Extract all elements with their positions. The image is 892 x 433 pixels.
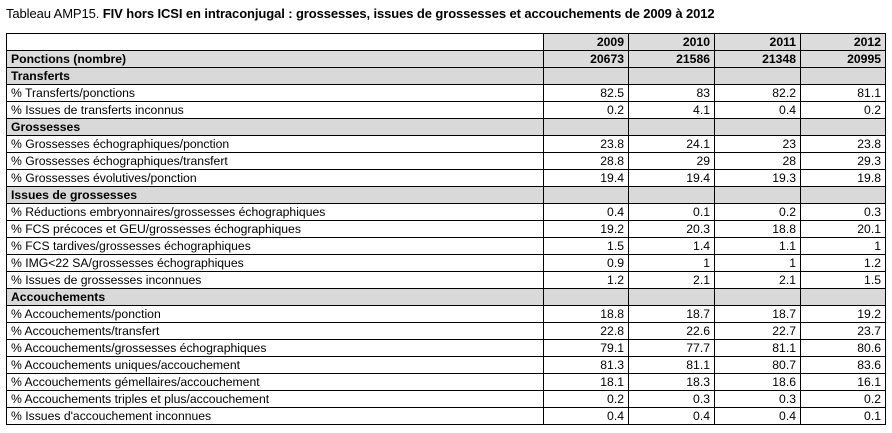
row-value: 0.4 [715,408,801,425]
row-value: 23.7 [801,323,886,340]
row-value: 4.1 [629,102,715,119]
ponctions-value: 20995 [801,51,886,68]
section-filler-cell [715,119,801,136]
table-row [7,204,886,221]
row-value: 81.1 [715,340,801,357]
row-value: 18.8 [715,221,801,238]
row-label: % FCS tardives/grossesses échographiques [7,238,544,255]
row-value: 18.8 [544,306,629,323]
section-header-row [7,289,886,306]
section-filler-cell [544,187,629,204]
table-row [7,255,886,272]
row-value: 0.2 [801,102,886,119]
table-title-text: FIV hors ICSI en intraconjugal : grossesses, issues de grossesses et accouchements de 2009 à 2012 [99,6,715,21]
row-value: 1.4 [629,238,715,255]
row-value: 82.5 [544,85,629,102]
table-body [7,34,886,425]
table-row [7,374,886,391]
table-row [7,102,886,119]
ponctions-value: 20673 [544,51,629,68]
table-row [7,357,886,374]
row-value: 1 [801,238,886,255]
row-value: 20.1 [801,221,886,238]
row-label: % Issues de grossesses inconnues [7,272,544,289]
row-label: % Issues de transferts inconnus [7,102,544,119]
row-value: 1 [629,255,715,272]
row-value: 29 [629,153,715,170]
row-value: 77.7 [629,340,715,357]
year-header-2010: 2010 [629,34,715,51]
year-header-2012: 2012 [801,34,886,51]
table-row [7,170,886,187]
row-value: 0.3 [629,391,715,408]
row-label: % Accouchements uniques/accouchement [7,357,544,374]
row-value: 18.7 [715,306,801,323]
row-value: 0.2 [801,391,886,408]
section-filler-cell [629,119,715,136]
ponctions-label: Ponctions (nombre) [7,51,544,68]
row-label: % Réductions embryonnaires/grossesses échographiques [7,204,544,221]
row-value: 22.7 [715,323,801,340]
row-label: % Accouchements/grossesses échographiques [7,340,544,357]
table-title [6,6,715,21]
row-value: 0.3 [715,391,801,408]
table-row [7,221,886,238]
table-row [7,153,886,170]
section-header-row [7,68,886,85]
section-filler-cell [801,119,886,136]
table-row [7,136,886,153]
row-label: % FCS précoces et GEU/grossesses échographiques [7,221,544,238]
section-title: Issues de grossesses [7,187,544,204]
row-value: 22.6 [629,323,715,340]
row-value: 1.1 [715,238,801,255]
row-value: 1.2 [801,255,886,272]
row-value: 2.1 [629,272,715,289]
row-value: 23 [715,136,801,153]
row-value: 82.2 [715,85,801,102]
row-value: 19.2 [544,221,629,238]
ponctions-value: 21586 [629,51,715,68]
table-row [7,306,886,323]
row-value: 1 [715,255,801,272]
ponctions-row [7,51,886,68]
year-header-2009: 2009 [544,34,629,51]
section-filler-cell [544,119,629,136]
section-header-row [7,187,886,204]
section-title: Accouchements [7,289,544,306]
section-title: Transferts [7,68,544,85]
row-value: 28.8 [544,153,629,170]
row-value: 19.4 [629,170,715,187]
row-label: % Transferts/ponctions [7,85,544,102]
row-value: 0.3 [801,204,886,221]
row-value: 24.1 [629,136,715,153]
row-value: 20.3 [629,221,715,238]
section-filler-cell [629,289,715,306]
row-value: 0.2 [715,204,801,221]
row-label: % Accouchements triples et plus/accouchement [7,391,544,408]
row-value: 83.6 [801,357,886,374]
row-value: 2.1 [715,272,801,289]
row-value: 0.4 [629,408,715,425]
section-header-row [7,119,886,136]
row-value: 16.1 [801,374,886,391]
row-label: % Accouchements/transfert [7,323,544,340]
table-row [7,272,886,289]
ponctions-value: 21348 [715,51,801,68]
row-value: 19.3 [715,170,801,187]
row-label: % Accouchements/ponction [7,306,544,323]
table-title-prefix: Tableau AMP15. [6,6,100,21]
section-filler-cell [715,289,801,306]
section-filler-cell [629,68,715,85]
row-value: 18.1 [544,374,629,391]
row-value: 18.7 [629,306,715,323]
section-filler-cell [801,68,886,85]
table-row [7,238,886,255]
table-row [7,340,886,357]
row-label: % Grossesses échographiques/transfert [7,153,544,170]
row-value: 1.2 [544,272,629,289]
row-value: 19.2 [801,306,886,323]
row-value: 19.8 [801,170,886,187]
section-filler-cell [715,68,801,85]
row-value: 1.5 [801,272,886,289]
row-label: % IMG<22 SA/grossesses échographiques [7,255,544,272]
row-value: 80.6 [801,340,886,357]
row-value: 0.1 [801,408,886,425]
section-filler-cell [544,68,629,85]
row-value: 28 [715,153,801,170]
row-label: % Grossesses échographiques/ponction [7,136,544,153]
row-value: 83 [629,85,715,102]
row-value: 1.5 [544,238,629,255]
row-label: % Issues d'accouchement inconnues [7,408,544,425]
year-header-2011: 2011 [715,34,801,51]
row-value: 0.9 [544,255,629,272]
row-label: % Accouchements gémellaires/accouchement [7,374,544,391]
row-value: 0.1 [629,204,715,221]
row-value: 23.8 [801,136,886,153]
row-value: 19.4 [544,170,629,187]
header-corner-cell [7,34,544,51]
row-value: 81.1 [629,357,715,374]
row-value: 81.3 [544,357,629,374]
row-value: 0.4 [544,204,629,221]
row-value: 0.4 [715,102,801,119]
section-filler-cell [801,289,886,306]
year-header-row [7,34,886,51]
table-row [7,85,886,102]
row-value: 0.4 [544,408,629,425]
section-filler-cell [544,289,629,306]
row-value: 18.3 [629,374,715,391]
section-filler-cell [801,187,886,204]
row-value: 80.7 [715,357,801,374]
table-row [7,391,886,408]
row-value: 79.1 [544,340,629,357]
row-value: 29.3 [801,153,886,170]
row-value: 22.8 [544,323,629,340]
data-table [6,33,886,425]
table-row [7,323,886,340]
row-value: 81.1 [801,85,886,102]
table-row [7,408,886,425]
row-value: 0.2 [544,102,629,119]
row-label: % Grossesses évolutives/ponction [7,170,544,187]
row-value: 18.6 [715,374,801,391]
row-value: 23.8 [544,136,629,153]
section-filler-cell [715,187,801,204]
row-value: 0.2 [544,391,629,408]
section-filler-cell [629,187,715,204]
section-title: Grossesses [7,119,544,136]
